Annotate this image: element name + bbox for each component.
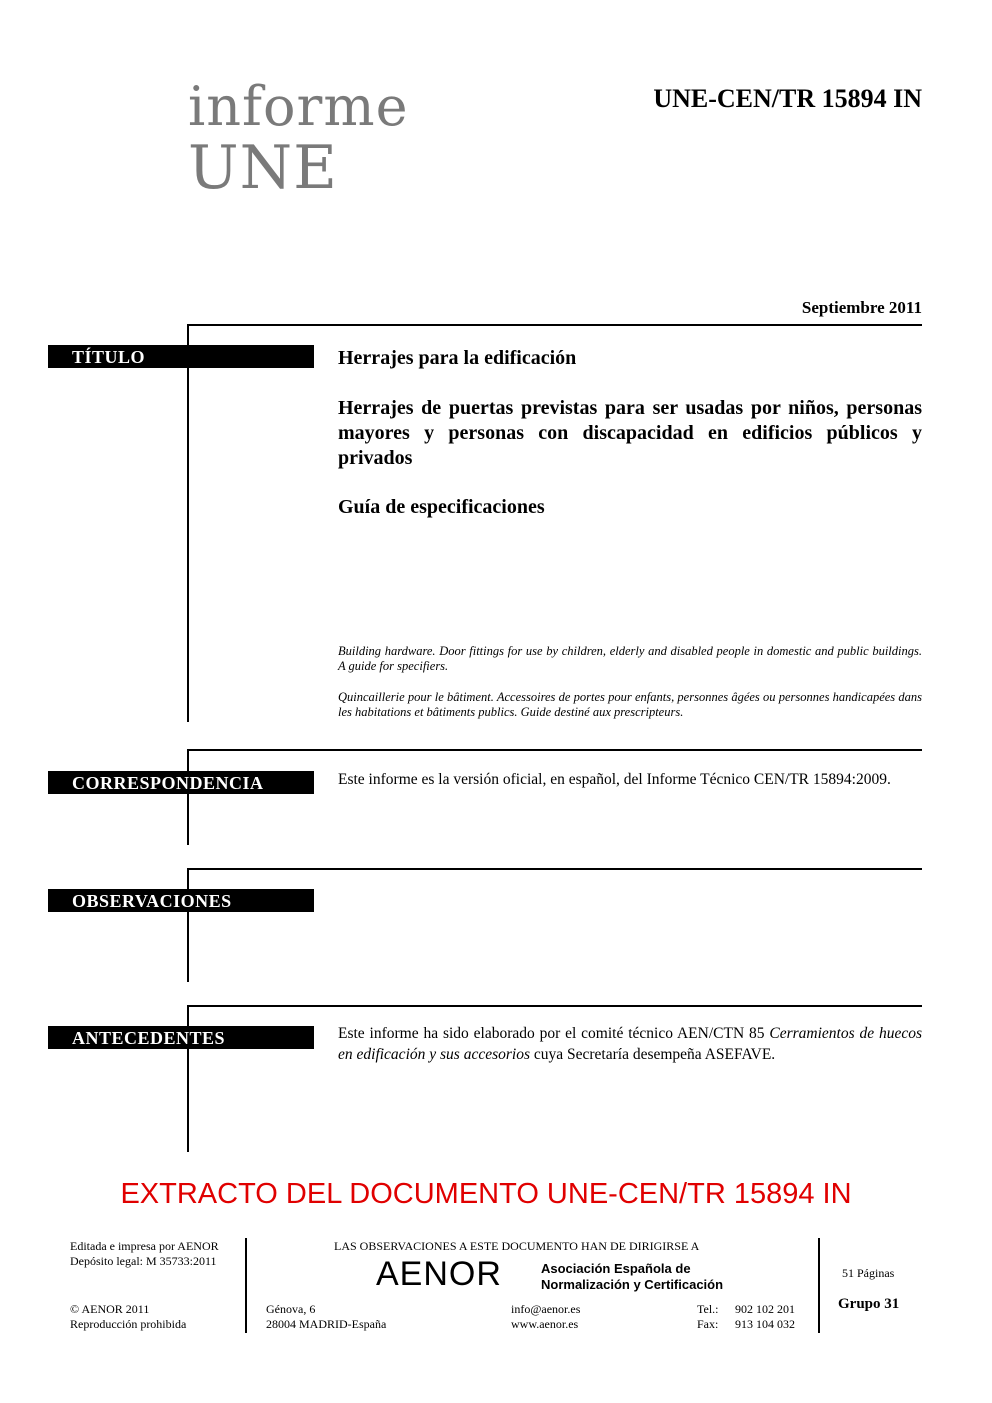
antecedentes-text [338,1023,922,1065]
footer-fax: 913 104 032 [735,1317,795,1331]
publication-date: Septiembre 2011 [801,298,922,317]
footer-edited: Editada e impresa por AENOR [70,1239,219,1253]
footer-address-street: Génova, 6 [266,1302,316,1316]
correspondencia-text: Este informe es la versión oficial, en español, del Informe Técnico CEN/TR 15894:2009. [338,771,891,788]
section-vline-observaciones [187,868,189,982]
section-divider-observaciones [188,868,922,870]
antecedentes-text-part2: cuya Secretaría desempeña ASEFAVE. [529,1046,776,1063]
label-observaciones: OBSERVACIONES [48,889,314,912]
footer-pages: 51 Páginas [842,1266,895,1280]
footer-reproduction: Reproducción prohibida [70,1317,187,1331]
footer-website[interactable]: www.aenor.es [511,1317,579,1331]
title-part: Guía de especificaciones [338,496,545,518]
document-number: UNE-CEN/TR 15894 IN [653,84,922,113]
aenor-logo: AENOR [376,1255,502,1293]
footer-email[interactable]: info@aenor.es [511,1302,581,1316]
footer-copyright: © AENOR 2011 [70,1302,150,1316]
antecedentes-committee-name: Cerramientos de huecos en edificación y sus accesorios [338,1025,922,1063]
logo-une: UNE [188,133,338,203]
aenor-subtitle-2: Normalización y Certificación [541,1277,724,1292]
title-main: Herrajes para la edificación [338,347,577,369]
footer-deposit: Depósito legal: M 35733:2011 [70,1254,217,1268]
footer-separator-left [245,1238,247,1333]
antecedentes-text-part1: Este informe ha sido elaborado por el comité técnico AEN/CTN 85 [338,1025,770,1042]
label-titulo: TÍTULO [48,345,314,368]
footer-tel-label: Tel.: [697,1302,719,1316]
section-divider-titulo [188,324,922,326]
extract-notice: EXTRACTO DEL DOCUMENTO UNE-CEN/TR 15894 IN [120,1178,852,1210]
section-vline-correspondencia [187,749,189,845]
section-divider-correspondencia [188,749,922,751]
aenor-subtitle-1: Asociación Española de [541,1261,691,1276]
title-french: Quincaillerie pour le bâtiment. Accessoires de portes pour enfants, personnes âgées ou personnes handicapées dans les habitations et bâtiments publics. Guide destiné aux prescripteurs. [338,690,922,719]
label-correspondencia: CORRESPONDENCIA [48,771,314,794]
footer-fax-label: Fax: [697,1317,719,1331]
footer-observations-header: LAS OBSERVACIONES A ESTE DOCUMENTO HAN DE DIRIGIRSE A [334,1239,700,1253]
title-english: Building hardware. Door fittings for use by children, elderly and disabled people in domestic and public buildings. A guide for specifiers. [338,644,922,673]
logo-informe: informe [188,75,409,138]
section-vline-titulo [187,324,189,722]
footer-tel: 902 102 201 [735,1302,795,1316]
section-divider-antecedentes [188,1005,922,1007]
title-subject: Herrajes de puertas previstas para ser usadas por niños, personas mayores y personas con discapacidad en edificios públicos y privados [338,397,922,469]
footer-group: Grupo 31 [838,1296,900,1312]
label-antecedentes: ANTECEDENTES [48,1026,314,1049]
footer-separator-right [818,1238,820,1333]
footer-address-city: 28004 MADRID-España [266,1317,387,1331]
